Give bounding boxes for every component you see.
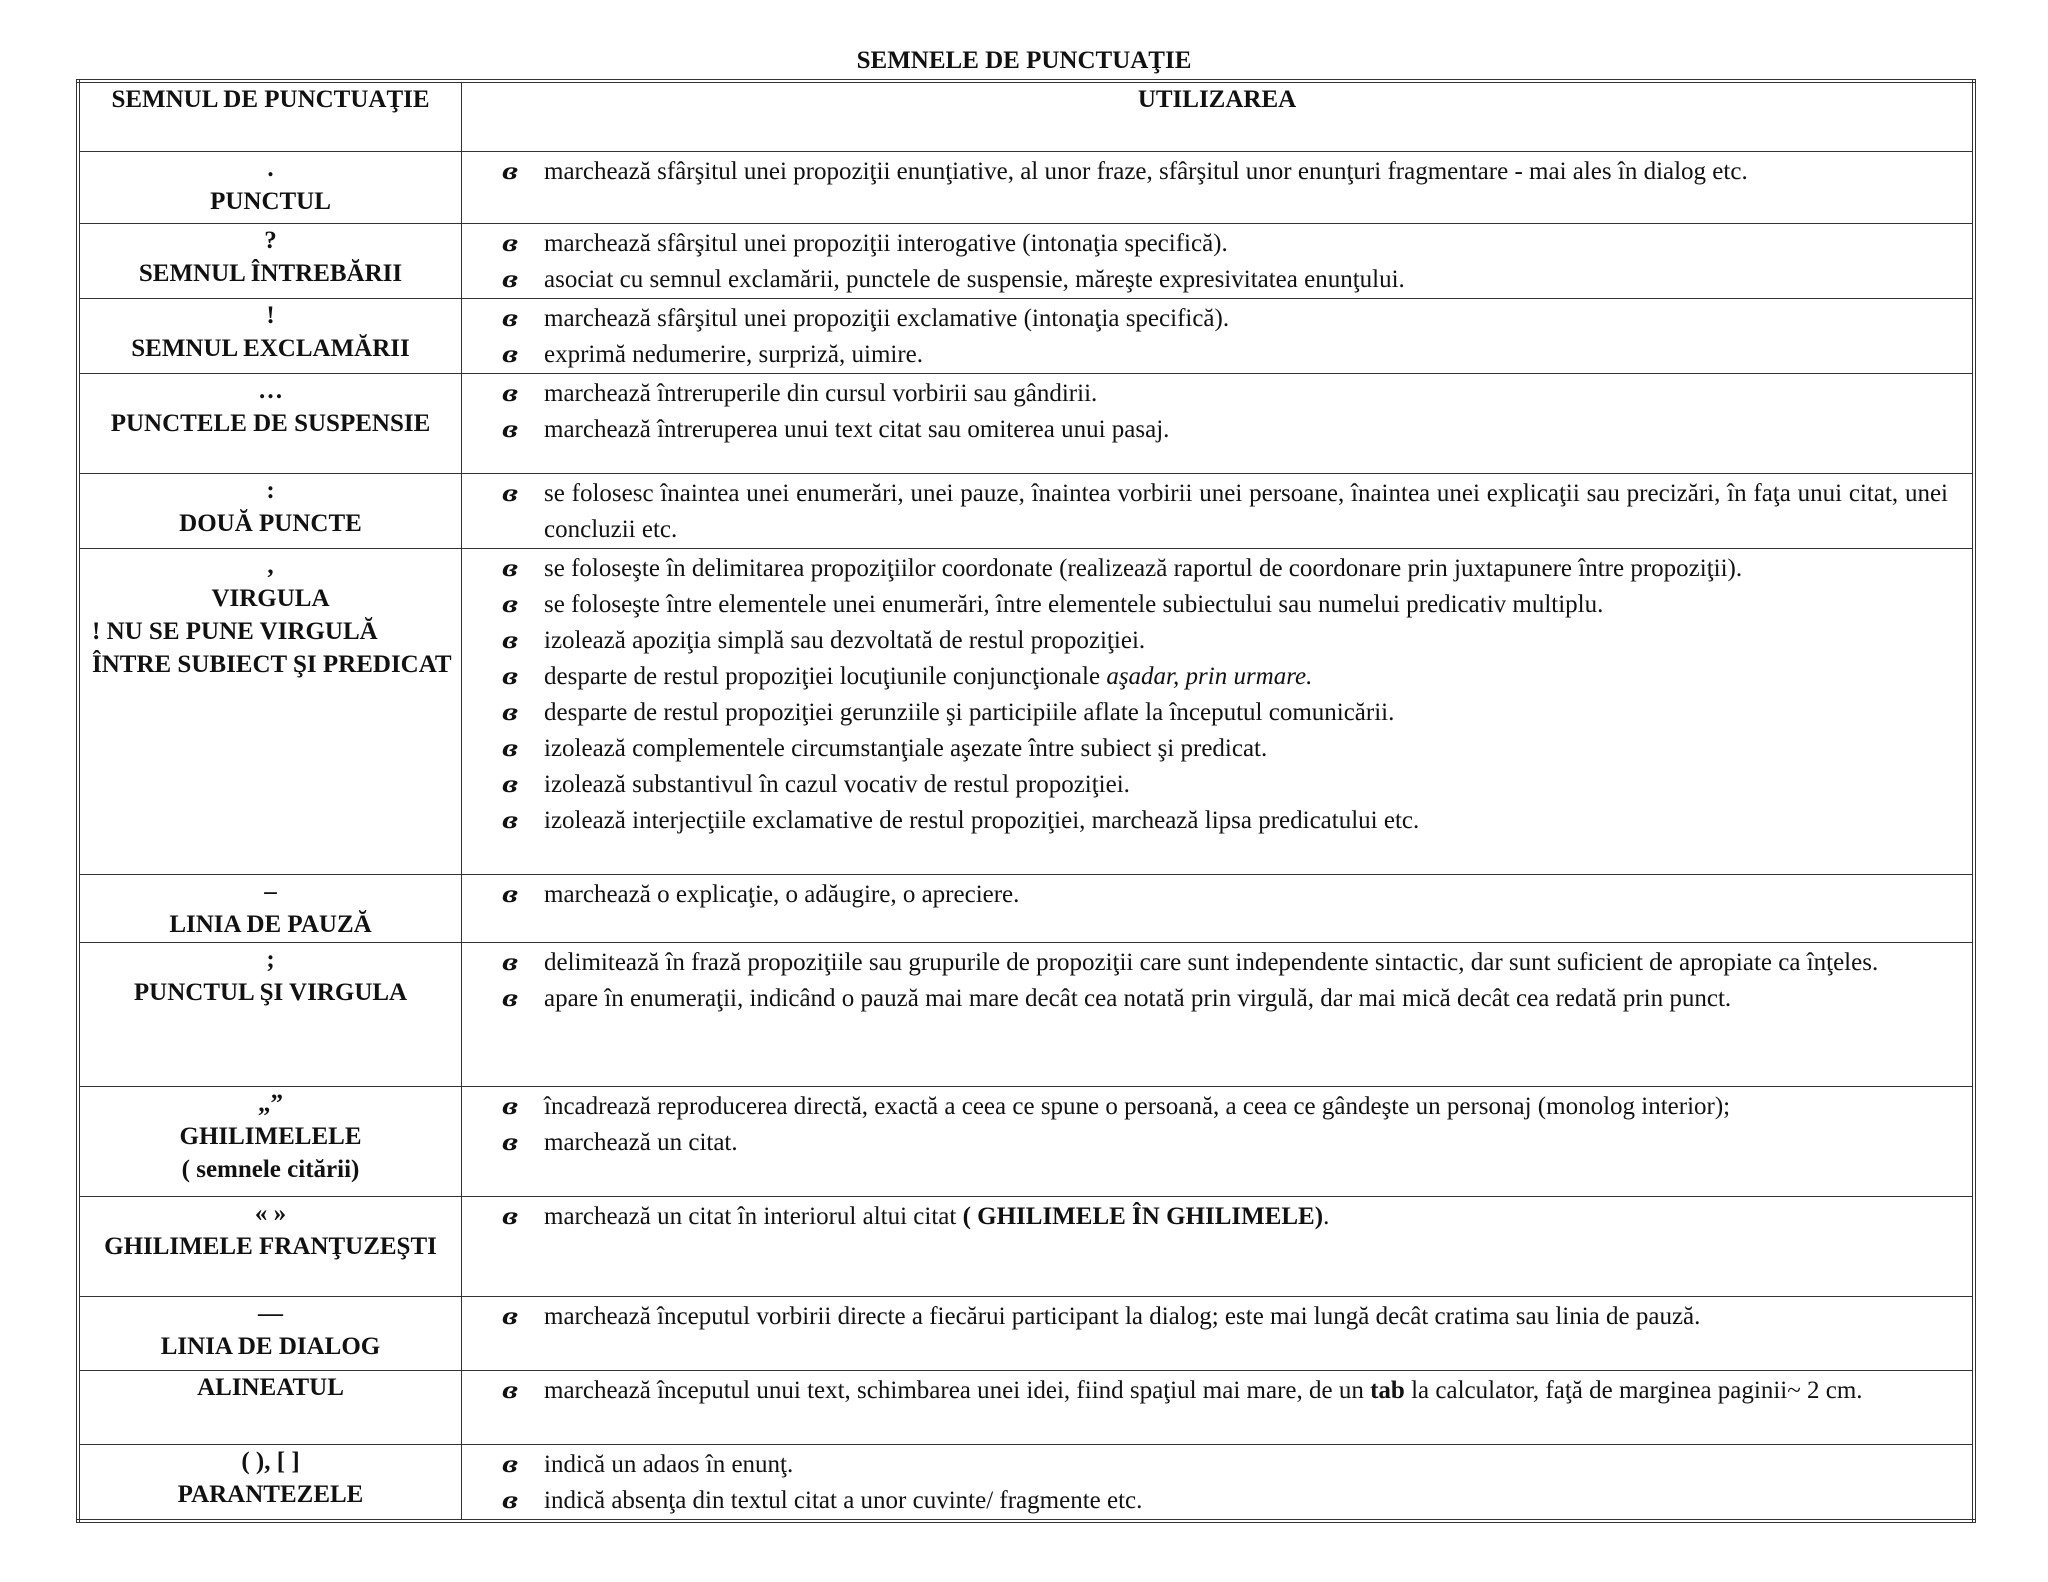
sign-name: SEMNUL EXCLAMĂRII [131,334,410,362]
usage-item: ɞ izolează apoziţia simplă sau dezvoltată de restul propoziţiei. [500,623,1948,659]
sign-symbol: ( ), [ ] [241,1447,300,1475]
usage-item: ɞ marchează un citat. [500,1125,1948,1161]
sign-name: PUNCTELE DE SUSPENSIE [110,409,431,437]
sign-cell [78,1444,462,1521]
usage-item: ɞ marchează sfârşitul unei propoziţii enunţiative, al unor fraze, sfârşitul unor enunţuri fragmentare - mai ales în dialog etc. [500,154,1948,190]
usage-item: ɞ indică absenţa din textul citat a unor cuvinte/ fragmente etc. [500,1483,1948,1519]
fleuron-bullet-icon: ɞ [502,881,515,908]
fleuron-bullet-icon: ɞ [502,1093,515,1120]
sign-name: PARANTEZELE [177,1480,364,1508]
fleuron-bullet-icon: ɞ [502,480,515,507]
sign-symbol: . [267,154,274,182]
usage-item: ɞ izolează complementele circumstanţiale aşezate între subiect şi predicat. [500,731,1948,767]
fleuron-bullet-icon: ɞ [502,627,515,654]
sign-note: ! NU SE PUNE VIRGULĂ ÎNTRE SUBIECT ŞI PREDICAT [92,617,452,678]
sign-name: VIRGULA [211,584,330,612]
sign-name: DOUĂ PUNCTE [179,509,362,537]
usage-cell [462,1086,1975,1196]
fleuron-bullet-icon: ɞ [502,230,515,257]
sign-symbol: ; [266,945,275,973]
usage-item: ɞ marchează o explicaţie, o adăugire, o apreciere. [500,877,1948,913]
table-row [78,1296,1974,1370]
fleuron-bullet-icon: ɞ [502,807,515,834]
table-row [78,1444,1974,1521]
fleuron-bullet-icon: ɞ [502,663,515,690]
usage-item: ɞ delimitează în frază propoziţiile sau grupurile de propoziţii care sunt independente sintactic, dar sunt suficient de apropiate ca înţeles. [500,945,1948,981]
sign-symbol: … [258,376,283,404]
usage-item: ɞ marchează începutul vorbirii directe a fiecărui participant la dialog; este mai lungă decât cratima sau linia de pauză. [500,1299,1948,1335]
usage-item: ɞ marchează un citat în interiorul altui citat ( GHILIMELE ÎN GHILIMELE). [500,1199,1948,1235]
usage-cell [462,373,1975,473]
usage-cell [462,473,1975,548]
usage-cell [462,1370,1975,1444]
sign-name: GHILIMELELE [179,1122,362,1150]
sign-symbol: : [266,476,275,504]
sign-symbol: , [267,551,274,579]
usage-item: ɞ se foloseşte între elementele unei enumerări, între elementele subiectului sau numelui predicativ multiplu. [500,587,1948,623]
usage-cell [462,1196,1975,1296]
sign-name: GHILIMELE FRANŢUZEŞTI [104,1232,437,1260]
fleuron-bullet-icon: ɞ [502,555,515,582]
sign-cell [78,1296,462,1370]
usage-item: ɞ asociat cu semnul exclamării, punctele de suspensie, măreşte expresivitatea enunţului. [500,262,1948,298]
fleuron-bullet-icon: ɞ [502,699,515,726]
fleuron-bullet-icon: ɞ [502,305,515,332]
usage-item: ɞ izolează substantivul în cazul vocativ de restul propoziţiei. [500,767,1948,803]
fleuron-bullet-icon: ɞ [502,1487,515,1514]
sign-cell [78,151,462,223]
sign-subname: ( semnele citării) [181,1155,360,1183]
sign-name: ALINEATUL [197,1373,344,1401]
table-row [78,874,1974,942]
header-usage-column: UTILIZAREA [462,81,1975,151]
fleuron-bullet-icon: ɞ [502,416,515,443]
sign-name: LINIA DE PAUZĂ [169,910,372,938]
fleuron-bullet-icon: ɞ [502,380,515,407]
usage-item: ɞ marchează sfârşitul unei propoziţii interogative (intonaţia specifică). [500,226,1948,262]
sign-cell [78,1196,462,1296]
table-row [78,298,1974,373]
table-row [78,223,1974,298]
fleuron-bullet-icon: ɞ [502,985,515,1012]
usage-cell [462,942,1975,1086]
sign-symbol: ! [266,301,275,329]
usage-item: ɞ marchează întreruperile din cursul vorbirii sau gândirii. [500,376,1948,412]
fleuron-bullet-icon: ɞ [502,771,515,798]
sign-name: PUNCTUL ŞI VIRGULA [133,978,408,1006]
fleuron-bullet-icon: ɞ [502,1303,515,1330]
usage-cell [462,874,1975,942]
usage-cell [462,151,1975,223]
sign-cell [78,1370,462,1444]
sign-cell [78,1086,462,1196]
sign-symbol: ? [264,226,277,254]
fleuron-bullet-icon: ɞ [502,266,515,293]
usage-item: ɞ marchează întreruperea unui text citat sau omiterea unui pasaj. [500,412,1948,448]
table-row [78,373,1974,473]
usage-item: ɞ se folosesc înaintea unei enumerări, unei pauze, înaintea vorbirii unei persoane, înaintea unei explicaţii sau precizări, în faţa unui citat, unei concluzii etc. [500,476,1948,548]
usage-item: ɞ izolează interjecţiile exclamative de restul propoziţiei, marchează lipsa predicatului etc. [500,803,1948,839]
document-title: SEMNELE DE PUNCTUAŢIE [856,47,1192,74]
punctuation-table [76,79,1976,1523]
bold-phrase: ( GHILIMELE ÎN GHILIMELE) [962,1202,1324,1230]
usage-cell [462,298,1975,373]
fleuron-bullet-icon: ɞ [502,1203,515,1230]
bold-phrase: tab [1370,1376,1405,1404]
usage-cell [462,548,1975,874]
table-row [78,1196,1974,1296]
fleuron-bullet-icon: ɞ [502,1451,515,1478]
usage-cell [462,223,1975,298]
usage-item: ɞ apare în enumeraţii, indicând o pauză mai mare decât cea notată prin virgulă, dar mai mică decât cea redată prin punct. [500,981,1948,1017]
usage-item: ɞ marchează începutul unui text, schimbarea unei idei, fiind spaţiul mai mare, de un tab la calculator, faţă de marginea paginii~ 2 cm. [500,1373,1948,1409]
sign-symbol: – [264,877,277,905]
italic-phrase: aşadar, prin urmare. [1106,662,1313,690]
sign-cell [78,942,462,1086]
sign-cell [78,373,462,473]
table-row [78,473,1974,548]
table-row [78,942,1974,1086]
table-row [78,1086,1974,1196]
usage-item: ɞ încadrează reproducerea directă, exactă a ceea ce spune o persoană, a ceea ce gândeşte un personaj (monolog interior); [500,1089,1948,1125]
usage-item: ɞ desparte de restul propoziţiei gerunziile şi participiile aflate la începutul comunicării. [500,695,1948,731]
sign-cell [78,223,462,298]
usage-item: ɞ se foloseşte în delimitarea propoziţiilor coordonate (realizează raportul de coordonare prin juxtapunere între propoziţii). [500,551,1948,587]
usage-cell [462,1296,1975,1370]
fleuron-bullet-icon: ɞ [502,1129,515,1156]
sign-cell [78,874,462,942]
sign-cell [78,473,462,548]
fleuron-bullet-icon: ɞ [502,341,515,368]
sign-symbol: „” [258,1089,283,1117]
sign-cell [78,548,462,874]
fleuron-bullet-icon: ɞ [502,949,515,976]
fleuron-bullet-icon: ɞ [502,1377,515,1404]
table-row [78,151,1974,223]
header-sign-column: SEMNUL DE PUNCTUAŢIE [78,81,462,151]
usage-item: ɞ desparte de restul propoziţiei locuţiunile conjuncţionale aşadar, prin urmare. [500,659,1948,695]
usage-item: ɞ marchează sfârşitul unei propoziţii exclamative (intonaţia specifică). [500,301,1948,337]
sign-symbol: — [258,1299,283,1327]
fleuron-bullet-icon: ɞ [502,591,515,618]
fleuron-bullet-icon: ɞ [502,735,515,762]
usage-item: ɞ indică un adaos în enunţ. [500,1447,1948,1483]
table-header-row [78,81,1974,151]
sign-name: PUNCTUL [210,187,331,215]
usage-cell [462,1444,1975,1521]
sign-symbol: « » [254,1199,287,1227]
fleuron-bullet-icon: ɞ [502,158,515,185]
table-row [78,548,1974,874]
sign-cell [78,298,462,373]
sign-name: LINIA DE DIALOG [160,1332,381,1360]
table-row [78,1370,1974,1444]
usage-item: ɞ exprimă nedumerire, surpriză, uimire. [500,337,1948,373]
sign-name: SEMNUL ÎNTREBĂRII [138,259,403,287]
